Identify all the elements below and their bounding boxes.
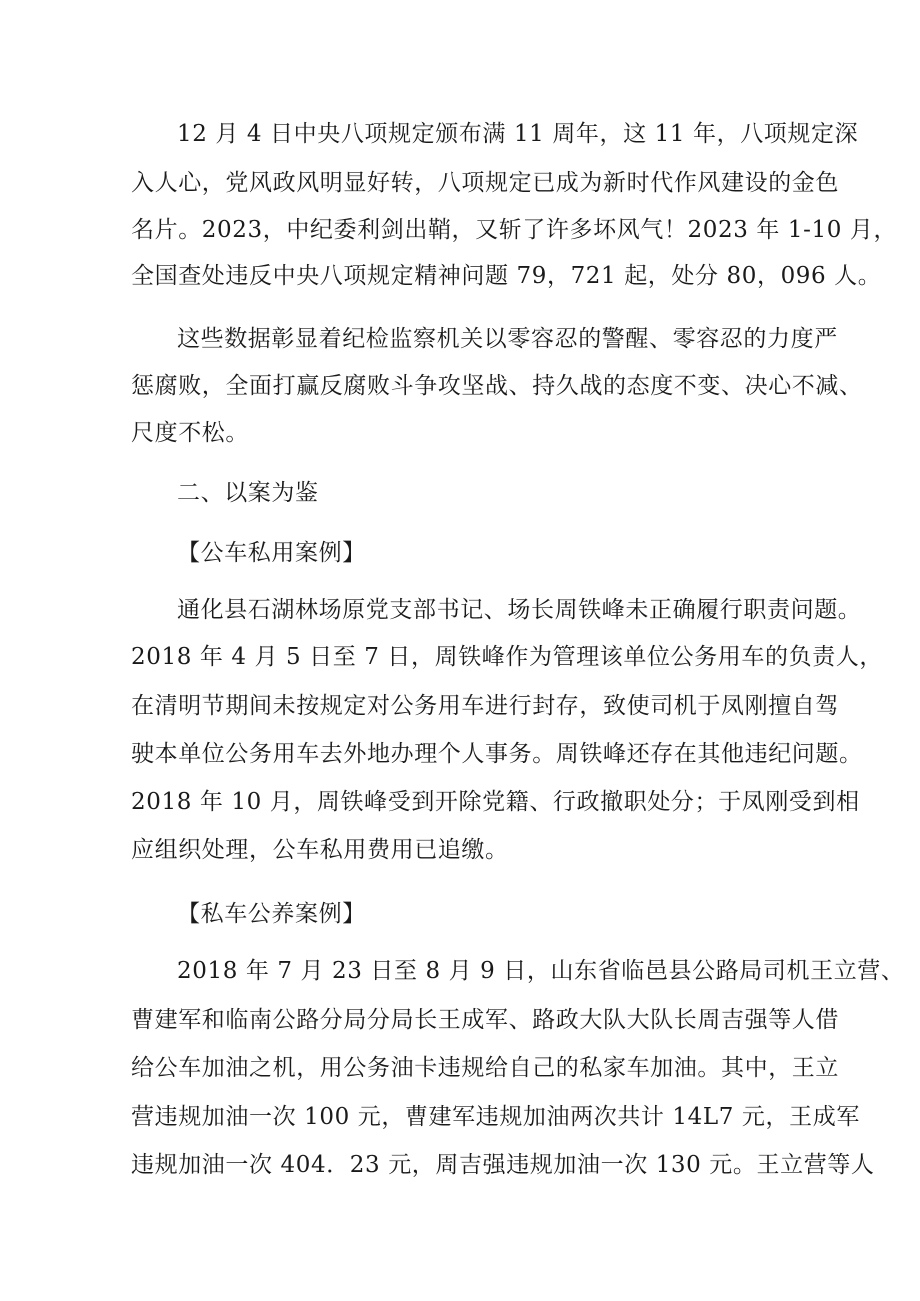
case-2-line-1: 2018 年 7 月 23 日至 8 月 9 日，山东省临邑县公路局司机王立营、 <box>177 958 905 984</box>
case-1-line-5: 2018 年 10 月，周铁峰受到开除党籍、行政撤职处分；于凤刚受到相 <box>131 789 860 815</box>
case-2-line-2: 曹建军和临南公路分局分局长王成军、路政大队大队长周吉强等人借 <box>131 1007 839 1033</box>
case-1-title: 【公车私用案例】 <box>177 540 366 566</box>
case-2-line-5: 违规加油一次 404．23 元，周吉强违规加油一次 130 元。王立营等人 <box>131 1152 875 1178</box>
case-2-line-4: 营违规加油一次 100 元，曹建军违规加油两次共计 14L7 元，王成军 <box>131 1104 860 1130</box>
paragraph-1-line-1: 12 月 4 日中央八项规定颁布满 11 周年，这 11 年，八项规定深 <box>177 121 859 147</box>
case-1-line-1: 通化县石湖林场原党支部书记、场长周铁峰未正确履行职责问题。 <box>177 597 862 623</box>
paragraph-1-line-3: 名片。2023，中纪委利剑出鞘，又斩了许多坏风气！2023 年 1-10 月， <box>131 217 898 243</box>
case-2-title: 【私车公养案例】 <box>177 901 366 927</box>
case-1-line-3: 在清明节期间未按规定对公务用车进行封存，致使司机于凤刚擅自驾 <box>131 693 839 719</box>
paragraph-1-line-2: 入人心，党风政风明显好转，八项规定已成为新时代作风建设的金色 <box>131 170 839 196</box>
paragraph-2-line-2: 惩腐败，全面打赢反腐败斗争攻坚战、持久战的态度不变、决心不减、 <box>131 373 863 399</box>
case-2-line-3: 给公车加油之机，用公务油卡违规给自己的私家车加油。其中，王立 <box>131 1055 839 1081</box>
case-1-line-2: 2018 年 4 月 5 日至 7 日，周铁峰作为管理该单位公务用车的负责人， <box>131 644 884 670</box>
paragraph-2-line-1: 这些数据彰显着纪检监察机关以零容忍的警醒、零容忍的力度严 <box>177 326 838 352</box>
case-1-line-6: 应组织处理，公车私用费用已追缴。 <box>131 837 509 863</box>
section-heading: 二、以案为鉴 <box>177 480 319 506</box>
case-1-line-4: 驶本单位公务用车去外地办理个人事务。周铁峰还存在其他违纪问题。 <box>131 741 863 767</box>
paragraph-2-line-3: 尺度不松。 <box>131 420 249 446</box>
paragraph-1-line-4: 全国查处违反中央八项规定精神问题 79，721 起，处分 80，096 人。 <box>131 263 882 289</box>
